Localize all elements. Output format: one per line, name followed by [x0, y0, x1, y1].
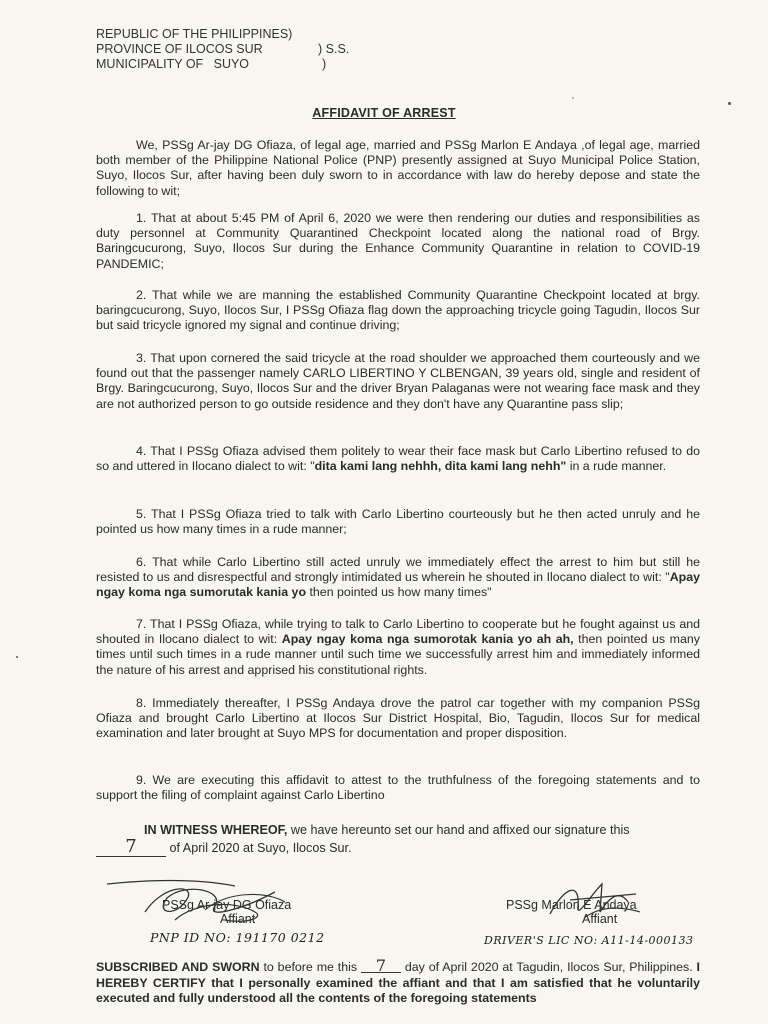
- paragraph-5: [96, 507, 700, 537]
- paragraph-6-text: 6. That while Carlo Libertino still acted unruly we immediately effect the arrest to him but still he resisted to us and disrespectful and strongly intimidated us wherein he shouted in Ilocano dialect to wit: ": [96, 555, 700, 585]
- intro-text: We, PSSg Ar-jay DG Ofiaza, of legal age, married and PSSg Marlon E Andaya ,of legal age, married both member of the Philippine National Police (PNP) presently assigned at Suyo Municipal Police Station, Suyo, Ilocos Sur, after having been duly sworn to in accordance with law do hereby depose and state the following to wit;: [96, 138, 700, 198]
- jurat-bold: SUBSCRIBED AND SWORN: [96, 960, 260, 974]
- witness-bold: IN WITNESS WHEREOF,: [144, 823, 288, 837]
- venue-header: [96, 27, 350, 72]
- paragraph-4-tail: in a rude manner.: [566, 459, 667, 474]
- header-ss: ) S.S.: [318, 42, 350, 56]
- paragraph-6-tail: then pointed us how many times": [306, 585, 492, 600]
- jurat-certify: I HEREBY CERTIFY that I personally examined the affiant and that I am satisfied that he voluntarily executed and fully understood all the contents of the foregoing statements: [96, 960, 700, 1005]
- header-municipality: MUNICIPALITY OF SUYO: [96, 57, 250, 71]
- left-signatory-role: Affiant: [220, 912, 256, 926]
- paragraph-2: [96, 288, 700, 334]
- paragraph-2-text: 2. That while we are manning the established Community Quarantine Checkpoint located at brgy. baringcucurong, Suyo, Ilocos Sur, I PSSg Ofiaza flag down the approaching tricycle going Tagudin, Ilocos Sur but said tricycle ignored my signal and continue driving;: [96, 288, 700, 333]
- paragraph-7-tail: then pointed us many times until such times in a rude manner until such time we successfully arrest him and immediately informed the nature of his arrest and apprised his constitutional rights.: [96, 632, 700, 677]
- witness-text: we have hereunto set our hand and affixed our signature this: [287, 823, 630, 837]
- paragraph-3-text: 3. That upon cornered the said tricycle at the road shoulder we approached them courteously and we found out that the passenger namely CARLO LIBERTINO Y CLBENGAN, 39 years old, single and resident of Brgy. Baringcucurong, Suyo, Ilocos Sur and the driver Bryan Palaganas were not wearing face mask and they are not authorized person to go outside residence and they don't have any Quarantine pass slip;: [96, 351, 700, 411]
- paragraph-6-quote: Apay ngay koma nga sumorutak kania yo: [96, 570, 700, 600]
- paragraph-6: [96, 555, 700, 601]
- paragraph-1-text: 1. That at about 5:45 PM of April 6, 2020 we were then rendering our duties and responsibilities as duty personnel at Community Quarantined Checkpoint located along the national road of Brgy. Baringcucurong, Suyo, Ilocos Sur during the Enhance Community Quarantine in relation to COVID-19 PANDEMIC;: [96, 211, 700, 271]
- paragraph-7-quote: Apay ngay koma nga sumorotak kania yo ah ah,: [281, 632, 574, 647]
- right-signatory-role: Affiant: [582, 912, 618, 926]
- header-republic: REPUBLIC OF THE PHILIPPINES): [96, 27, 293, 41]
- jurat-day-handwritten: 7: [361, 960, 401, 973]
- jurat-paragraph: [96, 956, 700, 1007]
- right-signatory-id-handwritten: DRIVER'S LIC NO: A11-14-000133: [484, 934, 694, 947]
- header-paren: ): [322, 57, 327, 71]
- left-signatory-id-handwritten: PNP ID NO: 191170 0212: [150, 930, 325, 945]
- witness-rest: of April 2020 at Suyo, Ilocos Sur.: [166, 841, 352, 855]
- paragraph-8: [96, 696, 700, 742]
- document-title: AFFIDAVIT OF ARREST: [312, 106, 456, 120]
- scan-speck: [572, 97, 574, 99]
- header-province: PROVINCE OF ILOCOS SUR: [96, 42, 263, 56]
- jurat-rest: day of April 2020 at Tagudin, Ilocos Sur, Philippines.: [400, 960, 697, 974]
- intro-paragraph: [96, 138, 700, 199]
- right-signatory-name: PSSg Marlon E Andaya: [506, 898, 637, 912]
- paragraph-3: [96, 351, 700, 412]
- paragraph-7-text: 7. That I PSSg Ofiaza, while trying to talk to Carlo Libertino to cooperate but he fought against us and shouted in Ilocano dialect to wit:: [96, 617, 700, 647]
- signature-block-left: [148, 880, 368, 926]
- jurat-text: to before me this: [259, 960, 361, 974]
- paragraph-7: [96, 617, 700, 678]
- paragraph-4-quote: dita kami lang nehhh, dita kami lang nehh": [314, 459, 567, 474]
- paragraph-9: [96, 773, 700, 803]
- paragraph-1: [96, 211, 700, 272]
- paragraph-5-text: 5. That I PSSg Ofiaza tried to talk with Carlo Libertino courteously but he then acted unruly and he pointed us how many times in a rude manner;: [96, 507, 700, 537]
- witness-clause: [96, 822, 704, 857]
- paragraph-4: [96, 444, 700, 474]
- scan-speck: [16, 656, 18, 658]
- paragraph-9-text: 9. We are executing this affidavit to attest to the truthfulness of the foregoing statements and to support the filing of complaint against Carlo Libertino: [96, 773, 700, 803]
- left-signatory-name: PSSg Ar-jay DG Ofiaza: [162, 898, 292, 912]
- witness-day-handwritten: 7: [96, 838, 166, 857]
- signature-block-right: [506, 888, 706, 926]
- paragraph-8-text: 8. Immediately thereafter, I PSSg Andaya drove the patrol car together with my companion PSSg Ofiaza and brought Carlo Libertino at Ilocos Sur District Hospital, Bio, Tagudin, Ilocos Sur for medical examination and later brought at Suyo MPS for documentation and proper disposition.: [96, 696, 700, 741]
- paragraph-4-text: 4. That I PSSg Ofiaza advised them politely to wear their face mask but Carlo Libertino refused to do so and uttered in Ilocano dialect to wit: ": [96, 444, 700, 474]
- scan-speck: [728, 102, 731, 105]
